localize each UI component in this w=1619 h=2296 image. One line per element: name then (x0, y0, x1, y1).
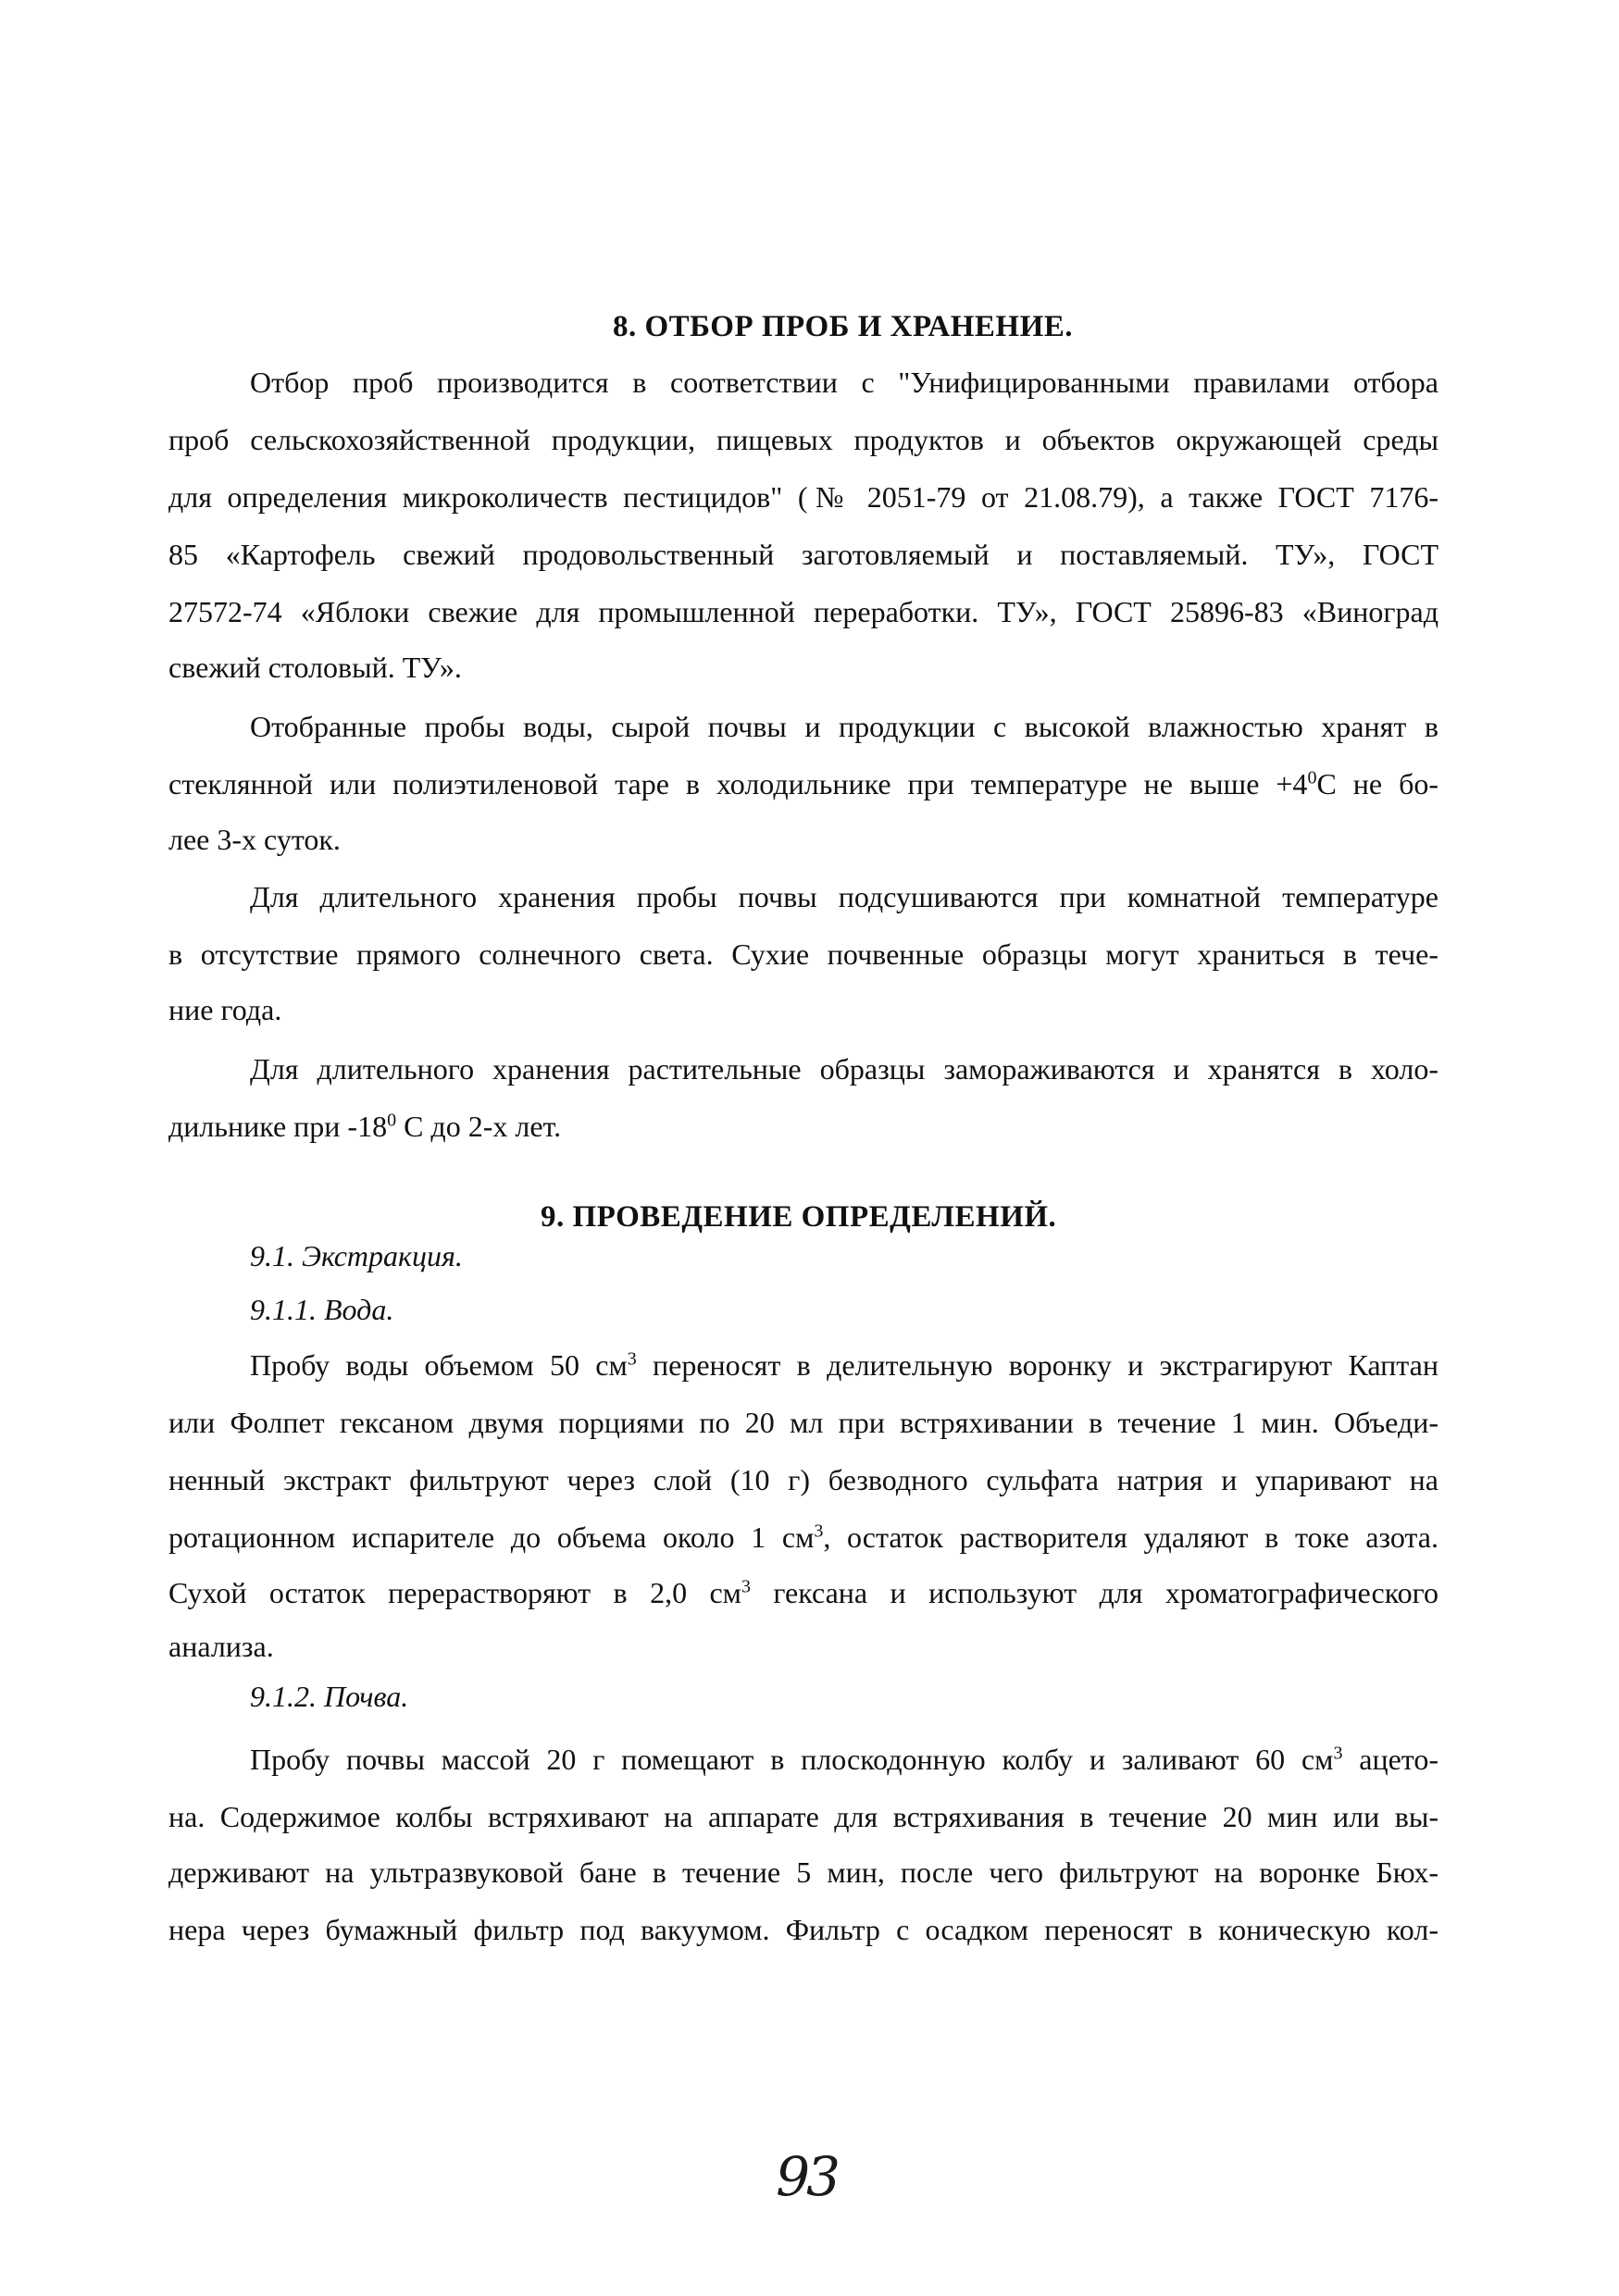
section-8-p1-line-2: проб сельскохозяйственной продукции, пищевых продуктов и объектов окружающей среды (168, 423, 1438, 456)
soil-line-3: держивают на ультразвуковой бане в течение 5 мин, после чего фильтруют на воронке Бюх- (168, 1855, 1438, 1889)
section-8-p2-line-2: стеклянной или полиэтиленовой таре в холодильнике при температуре не выше $+4^0С$ не бо- (168, 767, 1439, 800)
section-8-p3-line-2: в отсутствие прямого солнечного света. Сухие почвенные образцы могут храниться в тече- (168, 937, 1438, 971)
soil-line-1: Пробу почвы массой 20 г помещают в плоскодонную колбу и заливают 60 $см^3$ ацето- (250, 1743, 1439, 1776)
section-8-p1-line-4: 85 «Картофель свежий продовольственный заготовляемый и поставляемый. ТУ», ГОСТ (168, 538, 1438, 571)
section-8-p3-line-1: Для длительного хранения пробы почвы подсушиваются при комнатной температуре (250, 880, 1438, 913)
soil-line-2: на. Содержимое колбы встряхивают на аппарате для встряхивания в течение 20 мин или вы- (168, 1800, 1438, 1833)
soil-line-4: нера через бумажный фильтр под вакуумом. Фильтр с осадком переносят в коническую кол- (168, 1913, 1438, 1946)
section-9-title: 9. ПРОВЕДЕНИЕ ОПРЕДЕЛЕНИЙ. (541, 1200, 1057, 1234)
section-8-p4-line-2: дильнике при $-18^0$ С до 2-х лет. (168, 1110, 562, 1143)
section-8-p2-line-3: лее 3-х суток. (168, 823, 341, 856)
section-8-p1-line-1: Отбор проб производится в соответствии с "Унифицированными правилами отбора (250, 366, 1438, 399)
water-line-2: или Фолпет гексаном двумя порциями по 20 мл при встряхивании в течение 1 мин. Объеди- (168, 1406, 1438, 1439)
section-8-p3-line-3: ние года. (168, 993, 282, 1026)
section-8-p2-line-1: Отобранные пробы воды, сырой почвы и продукции с высокой влажностью хранят в (250, 710, 1438, 743)
water-line-1: Пробу воды объемом 50 $см^3$ переносят в делительную воронку и экстрагируют Каптан (250, 1348, 1439, 1382)
section-8-p1-line-6: свежий столовый. ТУ». (168, 651, 462, 684)
subsection-9-1-title: 9.1. Экстракция. (250, 1239, 463, 1272)
subsection-9-1-1-title: 9.1.1. Вода. (250, 1293, 394, 1326)
section-8-p1-line-5: 27572-74 «Яблоки свежие для промышленной переработки. ТУ», ГОСТ 25896-83 «Виноград (168, 595, 1438, 628)
water-line-5: Сухой остаток перерастворяют в 2,0 $см^3$ гексана и используют для хроматографического (168, 1576, 1439, 1609)
subsection-9-1-2-title: 9.1.2. Почва. (250, 1680, 409, 1713)
page-number: 93 (776, 2145, 837, 2208)
section-8-p4-line-1: Для длительного хранения растительные образцы замораживаются и хранятся в холо- (250, 1052, 1438, 1086)
section-8-title: 8. ОТБОР ПРОБ И ХРАНЕНИЕ. (613, 310, 1074, 343)
water-line-3: ненный экстракт фильтруют через слой (10 г) безводного сульфата натрия и упаривают на (168, 1463, 1438, 1496)
section-8-p1-line-3: для определения микроколичеств пестицидов" (№ 2051-79 от 21.08.79), а также ГОСТ 7176- (168, 480, 1438, 514)
water-line-4: ротационном испарителе до объема около 1 $см^3$, остаток растворителя удаляют в токе азота. (168, 1520, 1438, 1554)
water-line-6: анализа. (168, 1630, 274, 1663)
